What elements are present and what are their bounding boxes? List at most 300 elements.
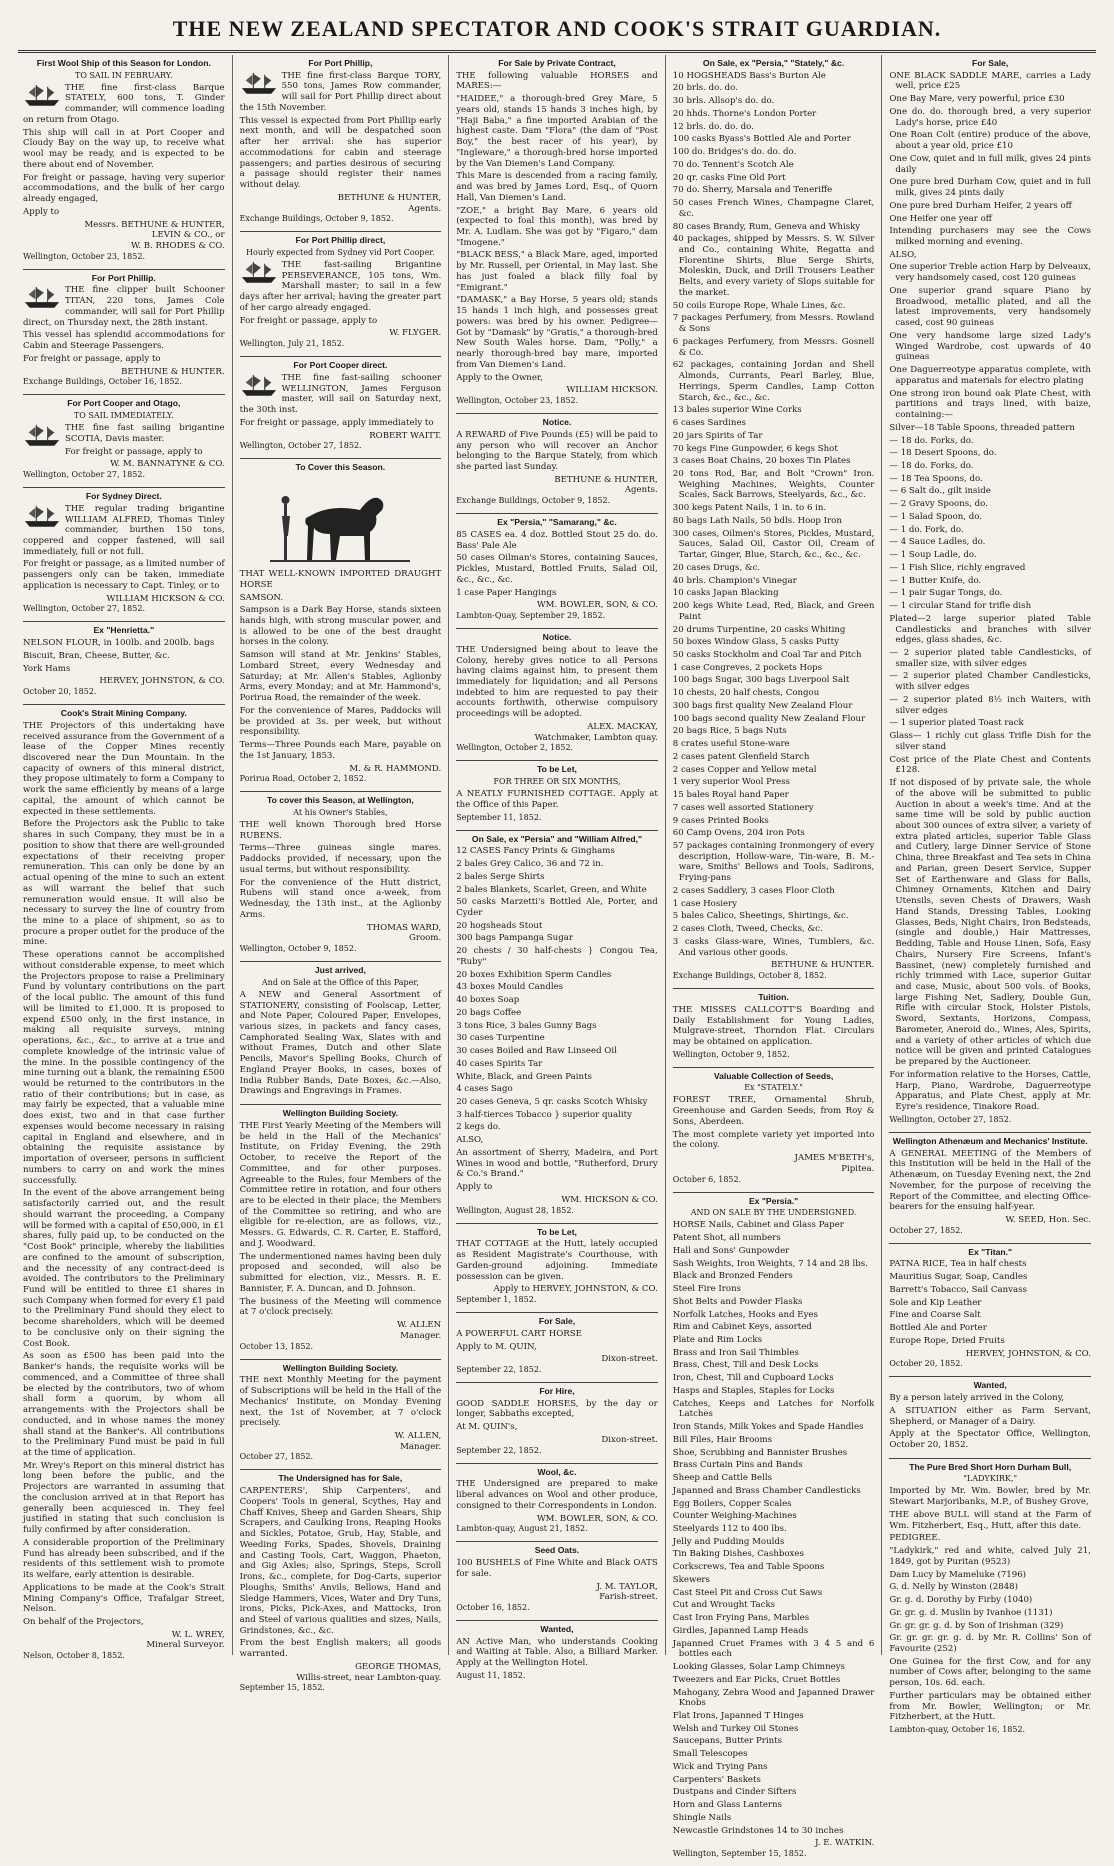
ad-signature: W. ALLEN: [396, 1320, 442, 1331]
ad-signature: Manager.: [400, 1330, 442, 1341]
advertisement: [456, 1224, 658, 1313]
ad-paragraph: THE fine clipper built Schooner TITAN, 220 tons, James Cole commander, will sail for Port Phillip direct, on Thursday next, the 28th instant.: [23, 285, 225, 328]
ad-heading: To be Let,: [537, 1226, 577, 1237]
ad-paragraph: 2 bales Serge Shirts: [456, 871, 545, 882]
ad-list-item: Corkscrews, Tea and Table Spoons: [672, 1562, 825, 1573]
ad-heading: Ex "Persia," "Samarang," &c.: [497, 517, 617, 528]
ad-list-item: Wick and Trying Pans: [672, 1761, 768, 1772]
ad-list-item: — 2 superior plated table Candlesticks, of smaller size, with silver edges: [889, 647, 1091, 669]
ad-paragraph: Imported by Mr. Wm. Bowler, bred by Mr. Stewart Marjoribanks, M.P., of Bushey Grove,: [889, 1486, 1091, 1508]
ad-list-item: Black and Bronzed Fenders: [672, 1271, 793, 1282]
ad-signature: W. M. BANNATYNE & CO.: [110, 459, 225, 470]
advertisement: [456, 414, 658, 514]
ad-body: [889, 1149, 1091, 1236]
ad-list-item: Plated—2 large superior plated Table Candlesticks and branches with silver edges, glass shades, &c.: [889, 613, 1091, 646]
ad-body: [240, 1486, 442, 1693]
ad-list-item: One do. do. thorough bred, a very superior Lady's horse, price £40: [889, 106, 1091, 128]
ad-signature: W. B. RHODES & CO.: [130, 241, 225, 252]
advertisement: [456, 1464, 658, 1543]
ad-paragraph: 4 cases Sago: [456, 1084, 513, 1095]
ad-paragraph: GOOD SADDLE HORSES, by the day or longer, Sabbaths excepted,: [456, 1398, 658, 1420]
ad-list-item: 10 chests, 20 half chests, Congou: [672, 688, 820, 699]
ad-paragraph: Gr. gr. gr. gr. g. d. by Mr. R. Collins' Son of Favourite (252): [889, 1633, 1091, 1654]
ad-list-item: 300 cases, Oilmen's Stores, Pickles, Mustard, Sauces, Salad Oil, Castor Oil, Cream of Tartar, Ginger, Blue, Starch, &c., &c., &c.: [672, 528, 875, 561]
ad-dateline: Lambton-quay, October 16, 1852.: [889, 1725, 1026, 1735]
ad-list-item: 200 kegs White Lead, Red, Black, and Green Paint: [672, 601, 875, 622]
ad-heading: For Sale,: [972, 58, 1009, 68]
ad-signature: Watchmaker, Lambton quay.: [534, 732, 658, 743]
ad-body: [23, 504, 225, 615]
ad-signature: Dixon-street.: [601, 1434, 658, 1445]
ad-body: [456, 645, 658, 754]
ad-body: [456, 530, 658, 621]
advertisement: [889, 1133, 1091, 1244]
advertisement: [456, 1383, 658, 1464]
ad-paragraph: For freight or passage, apply to: [65, 446, 203, 457]
ad-subheading: TO SAIL IMMEDIATELY.: [73, 411, 174, 421]
ad-body: [673, 1095, 875, 1184]
ad-body: [23, 721, 225, 1661]
advertisement: [456, 1621, 658, 1688]
ad-body: [456, 1399, 658, 1456]
ad-dateline: Exchange Buildings, October 9, 1852.: [456, 496, 611, 506]
column-2: [233, 55, 450, 1693]
ad-list-item: 6 cases Sardines: [672, 418, 746, 429]
ad-list-item: 2 cases patent Glenfield Starch: [672, 751, 810, 762]
advertisement: [889, 1377, 1091, 1458]
advertisement: [673, 55, 875, 989]
ad-list-item: — 18 do. Forks, do.: [889, 435, 974, 446]
ad-paragraph: Apply at the Spectator Office, Wellington, October 20, 1852.: [889, 1429, 1091, 1450]
ad-list-item: 70 do. Tennent's Scotch Ale: [672, 159, 794, 170]
ad-paragraph: "HAIDEE," a thorough-bred Grey Mare, 5 years old, stands 15 hands 3 inches high, by "Haji Baba," a fine imported Arabian of the highest caste. Dam "Flora" (the dam of "Post Boy," the best racer of his year), by "Ingleware," a thorough-bred horse imported by the Van Diemen's Land Company.: [456, 94, 658, 169]
ad-list-item: 70 do. Sherry, Marsala and Teneriffe: [672, 185, 833, 196]
ad-list-item: — 6 Salt do., gilt inside: [889, 486, 991, 497]
ad-heading: To cover this Season, at Wellington,: [267, 795, 414, 806]
ad-list-item: 80 cases Brandy, Rum, Geneva and Whisky: [672, 221, 861, 232]
ad-dateline: Porirua Road, October 2, 1852.: [239, 774, 367, 784]
ad-signature: LEVIN & CO., or: [151, 230, 225, 241]
ad-list-item: Bottled Ale and Porter: [889, 1323, 987, 1334]
ad-signature: Willis-street, near Lambton-quay.: [296, 1672, 442, 1683]
ad-body: [23, 83, 225, 262]
ad-paragraph: 3 tons Rice, 3 bales Gunny Bags: [456, 1020, 597, 1031]
ad-list-item: One superior grand square Piano by Broadwood, metallic plated, and all the latest improvements, very handsomely cased, cost 90 guineas: [889, 285, 1091, 329]
ad-paragraph: CARPENTERS', Ship Carpenters', and Coopers' Tools in general, Scythes, Hay and Chaff Knives, Sheep and Garden Shears, Ship Scrapers, and Caulking Irons, Reaping Hooks and Sickles, Potatoe, Grub, Hay, Stable, and Weeding Forks, Spades, Shovels, Draining and Casting Tools, Cart, Waggon, Phaeton, and Gig Axles; also, Springs, Steps, Scroll Irons, &c., complete, for Dog-Carts, superior Ploughs, Smiths' Anvils, Bellows, Hand and Sledge Hammers, Vices, Water and Dry Tuns, irons, Picks, Pick-Axes, and Mattocks, Iron and Steel of various qualities and sizes, Nails, Grindstones, &c., &c.: [239, 1486, 442, 1636]
ad-list-item: 5 bales Calico, Sheetings, Shirtings, &c.: [672, 911, 849, 922]
ad-list-item: Looking Glasses, Solar Lamp Chimneys: [672, 1662, 845, 1673]
advertisement: [673, 1068, 875, 1193]
ad-heading: On Sale, ex "Persia" and "William Alfred,": [471, 833, 643, 844]
ad-list-item: 300 bags first quality New Zealand Flour: [672, 700, 853, 711]
ad-paragraph: THAT WELL-KNOWN IMPORTED DRAUGHT HORSE: [239, 569, 442, 590]
ad-paragraph: "ZOE," a bright Bay Mare, 6 years old (expected to foal this month), was bred by Mr. A. Ludlam. She was got by "Figaro," dam "Imogene.": [456, 205, 658, 248]
ad-paragraph: 2 kegs do.: [456, 1122, 501, 1133]
ad-list-item: 20 qr. casks Fine Old Port: [672, 172, 786, 183]
ad-paragraph: Gr. gr. g. d. Muslin by Ivanhoe (1131): [889, 1607, 1053, 1618]
ad-list-item: One superior Treble action Harp by Delveaux, very handsomely cased, cost 120 guineas: [889, 262, 1091, 284]
ad-paragraph: A NEW and General Assortment of STATIONERY, consisting of Foolscap, Letter, and Note Paper, Coloured Paper, Envelopes, various sizes, in packets and fancy cases, Camphorated Sealing Wax, Slates with and without Frames, Dutch and other Slate Pencils, Mavor's Spelling Books, Church of England Prayer Books, in cases, boxes of India Rubber Bands, Date Boxes, &c.—Also, Drawings and Engravings in Frames.: [239, 989, 442, 1097]
ad-heading: To be Let,: [537, 764, 577, 775]
ad-heading: Valuable Collection of Seeds,: [713, 1070, 834, 1081]
ad-signature: ALEX. MACKAY,: [587, 721, 658, 732]
ad-dateline: September 11, 1852.: [456, 812, 542, 822]
ad-list-item: — 1 Fish Slice, richly engraved: [889, 562, 1026, 573]
ad-signature: BETHUNE & HUNTER,: [554, 474, 658, 485]
ad-dateline: October 13, 1852.: [239, 1341, 314, 1351]
ad-signature: GEORGE THOMAS,: [355, 1661, 442, 1672]
ad-paragraph: THE well known Thorough bred Horse RUBENS.: [239, 819, 442, 841]
ad-list-item: Small Telescopes: [672, 1749, 748, 1760]
ad-list-item: 20 jars Spirits of Tar: [672, 430, 763, 441]
ad-paragraph: Gr. gr. gr. g. d. by Son of Irishman (329): [889, 1620, 1064, 1631]
ship-icon: [23, 423, 61, 449]
ad-body: [456, 789, 658, 822]
ad-list-item: One Cow, quiet and in full milk, gives 24 pints daily: [889, 153, 1091, 175]
ad-paragraph: For freight or passage, apply to: [23, 353, 161, 364]
ad-dateline: September 15, 1852.: [239, 1683, 325, 1693]
ad-heading: Seed Oats.: [534, 1545, 580, 1556]
ad-list-item: Flat Irons, Japanned T Hinges: [672, 1711, 804, 1721]
ad-list-item: One very handsome large sized Lady's Winged Wardrobe, cost upwards of 40 guineas: [889, 330, 1091, 363]
ad-signature: Mineral Surveyor.: [146, 1640, 225, 1651]
ad-list-item: — 18 Desert Spoons, do.: [889, 448, 997, 459]
ad-list-item: 20 cases Drugs, &c.: [672, 562, 761, 573]
ad-list-item: 20 brls. do. do.: [672, 83, 738, 94]
ad-signature: BETHUNE & HUNTER,: [337, 192, 442, 203]
ad-paragraph: THE fine first-class Barque TORY, 550 tons, James Row commander, will sail for Port Phillip direct about the 15th November.: [239, 70, 442, 113]
ad-list-item: Cast Iron Frying Pans, Marbles: [672, 1613, 810, 1624]
ad-list-item: 1 very superior Wool Press: [672, 777, 790, 788]
ship-icon: [240, 373, 278, 399]
ad-paragraph: THE following valuable HORSES and MARES:—: [456, 70, 658, 92]
ad-list-item: 20 bags Rice, 5 bags Nuts: [672, 726, 787, 737]
ship-icon: [23, 504, 61, 530]
ad-dateline: Exchange Buildings, October 8, 1852.: [672, 971, 827, 981]
ad-paragraph: THE above BULL will stand at the Farm of Wm. Fitzherbert, Esq., Hutt, after this date.: [889, 1509, 1091, 1531]
ad-signature: Manager.: [400, 1441, 442, 1452]
ad-paragraph: PEDIGREE.: [889, 1533, 941, 1544]
ad-subheading: AND ON SALE BY THE UNDERSIGNED.: [690, 1208, 857, 1218]
ad-body: [456, 71, 658, 406]
ad-list-item: Steel Fire Irons: [672, 1284, 742, 1295]
ad-body: [889, 1393, 1091, 1451]
ad-paragraph: Apply to M. QUIN,: [456, 1341, 537, 1352]
ad-list-item: 6 packages Perfumery, from Messrs. Gosnell & Co.: [672, 336, 875, 358]
ad-list-item: 1 case Congreves, 2 pockets Hops: [672, 662, 823, 673]
ad-list-item: Jelly and Pudding Moulds: [672, 1536, 785, 1547]
ad-heading: Ex "Persia.": [748, 1195, 799, 1206]
ad-paragraph: 30 cases Boiled and Raw Linseed Oil: [456, 1046, 617, 1057]
ad-list-item: 2 cases Cloth, Tweed, Checks, &c.: [672, 924, 823, 935]
ad-signature: JAMES M'BETH's,: [794, 1153, 875, 1164]
ad-heading: On Sale, ex "Persia," "Stately," &c.: [702, 58, 845, 68]
ad-heading: The Pure Bred Short Horn Durham Bull,: [909, 1461, 1072, 1472]
ad-subheading: And on Sale at the Office of this Paper,: [261, 977, 419, 987]
ad-list-item: Shot Belts and Powder Flasks: [672, 1296, 803, 1307]
ad-list-item: 100 casks Byass's Bottled Ale and Porter: [672, 134, 851, 145]
ad-paragraph: 20 bags Coffee: [456, 1007, 522, 1018]
ad-subheading: At his Owner's Stables,: [293, 807, 388, 817]
ad-list-item: One Roan Colt (entire) produce of the above, about a year old, price £10: [889, 130, 1091, 152]
ad-body: [240, 990, 442, 1097]
advertisement: [23, 55, 225, 270]
ad-list-item: 2 cases Saddlery, 3 cases Floor Cloth: [672, 885, 835, 896]
ad-body: [889, 71, 1091, 1125]
ad-heading: To Cover this Season.: [295, 462, 386, 473]
ad-list-item: Plate and Rim Locks: [672, 1334, 763, 1345]
ad-signature: WM. HICKSON & CO.: [561, 1194, 658, 1205]
ad-dateline: Exchange Buildings, October 16, 1852.: [23, 377, 183, 387]
ad-list-item: — 1 superior plated Toast rack: [889, 718, 1024, 729]
ship-icon: [23, 285, 61, 311]
ad-paragraph: THE fine fast sailing brigantine SCOTIA, Davis master.: [65, 423, 225, 444]
advertisement: [673, 989, 875, 1068]
ad-paragraph: For freight or passage, apply to: [239, 315, 378, 326]
ad-list-item: 40 brls. Champion's Vinegar: [672, 575, 797, 586]
ad-paragraph: 20 boxes Exhibition Sperm Candles: [456, 969, 612, 980]
ad-paragraph: A considerable proportion of the Preliminary Fund has already been subscribed, and if the residents of this settlement wish to promote its welfare, early attention is desirable.: [23, 1537, 225, 1581]
ad-paragraph: An assortment of Sherry, Madeira, and Port Wines in wood and bottle, "Rutherford, Drury & Co.'s Brand.": [456, 1147, 658, 1180]
ad-paragraph: 40 boxes Soap: [456, 995, 520, 1006]
ad-paragraph: THE fast-sailing Brigantine PERSEVERANCE, 105 tons, Wm. Marshall master; to sail in a few days after her arrival; having the greater part of her cargo already engaged.: [239, 260, 442, 313]
ad-list-item: One pure bred Durham Cow, quiet and in full milk, gives 24 pints daily: [889, 177, 1091, 199]
advertisement: [240, 792, 442, 962]
ad-signature: Farish-street.: [599, 1592, 658, 1603]
ad-list-item: Shingle Nails: [672, 1812, 732, 1823]
ad-list-item: 10 casks Japan Blacking: [672, 588, 779, 599]
ad-list-item: 12 brls. do. do. do.: [672, 121, 754, 132]
ad-paragraph: Apply to: [456, 1182, 493, 1193]
ad-paragraph: "BLACK BESS," a Black Mare, aged, imported by Mr. Russell, per Oriental, in May last. She has just foaled a black filly foal by "Emigrant.": [456, 250, 658, 293]
ad-list-item: 15 bales Royal hand Paper: [672, 790, 789, 801]
ad-paragraph: 85 CASES ea. 4 doz. Bottled Stout 25 do. do. Bass' Pale Ale: [456, 529, 658, 551]
ad-list-item: Tin Baking Dishes, Cashboxes: [672, 1549, 804, 1560]
ad-dateline: Lambton-Quay, September 29, 1852.: [456, 611, 606, 621]
ad-paragraph: Terms—Three Pounds each Mare, payable on the 1st January, 1853.: [239, 740, 442, 761]
ad-paragraph: 2 bales Blankets, Scarlet, Green, and White: [456, 884, 647, 895]
advertisement: [240, 55, 442, 232]
ad-list-item: 10 HOGSHEADS Bass's Burton Ale: [672, 70, 826, 81]
ad-list-item: Japanned Cruet Frames with 3 4 5 and 6 bottles each: [672, 1638, 875, 1660]
ad-dateline: October 27, 1852.: [889, 1225, 963, 1235]
ad-list-item: — 1 do. Fork, do.: [889, 524, 964, 535]
ad-list-item: Cost price of the Plate Chest and Contents £128.: [889, 754, 1091, 776]
ad-dateline: October 27, 1852.: [239, 1452, 314, 1462]
ad-dateline: October 20, 1852.: [23, 687, 97, 697]
ad-paragraph: THE fine fast-sailing schooner WELLINGTON, James Ferguson master, will sail on Saturday next, the 30th inst.: [239, 372, 442, 416]
ad-list-item: 80 bags Lath Nails, 50 bdls. Hoop Iron: [672, 515, 842, 526]
ad-paragraph: These operations cannot be accomplished without considerable expense, to meet which the Projectors propose to raise a Preliminary Fund by voluntary contributions on the part of the local public. The amount of this fund will be limited to £1,000. It is proposed to expend £500 only, in the first instance, in making all requisite surveys, mining operations, &c., &c., to arrive at a true and complete knowledge of the intrinsic value of the mine. In the possible contingency of the mine turning out a blank, the remaining £500 would be returned to the contributors in the ratio of their contributions; but in case, as may fairly be expected, that a valuable mine does exist, two and in that case further expenses would become necessary in raising capital in England and elsewhere, and in obtaining the requisite assistance by importation of overseer, persons in sufficient numbers to carry on and work the mines successfully.: [23, 950, 225, 1186]
ad-heading: Wanted,: [540, 1623, 574, 1634]
ad-dateline: October 16, 1852.: [456, 1602, 530, 1612]
ad-paragraph: 2 bales Grey Calico, 36 and 72 in.: [456, 859, 604, 870]
ad-paragraph: The most complete variety yet imported into the colony.: [672, 1129, 875, 1151]
ad-body: [456, 1558, 658, 1613]
ad-paragraph: NELSON FLOUR, in 100lb. and 200lb. bags: [23, 638, 215, 649]
ad-heading: Wellington Building Society.: [282, 1108, 398, 1119]
ad-signature: Messrs. BETHUNE & HUNTER,: [84, 219, 225, 230]
ad-paragraph: For freight or passage, apply immediately to: [239, 417, 434, 428]
ad-list-item: 57 packages containing Ironmongery of every description, Hollow-ware, Tin-ware, B. M.-ware, Smiths' Bellows and Tools, Sadirons, Frying-pans: [672, 841, 875, 884]
ad-paragraph: For the convenience of Mares, Paddocks will be provided at 3s. per week, but without responsibility.: [239, 705, 442, 738]
ad-paragraph: A REWARD of Five Pounds (£5) will be paid to any person who will recover an Anchor belonging to the Barque Stately, from which she parted last Sunday.: [456, 429, 658, 472]
ad-heading: Wool, &c.: [537, 1466, 577, 1477]
ad-body: [456, 430, 658, 506]
ad-list-item: Dustpans and Cinder Sifters: [672, 1787, 797, 1798]
ad-body: [240, 820, 442, 954]
ad-list-item: 7 cases well assorted Stationery: [672, 802, 814, 813]
advertisement: [456, 1542, 658, 1621]
ad-list-item: — 1 Salad Spoon, do.: [889, 511, 983, 522]
ad-paragraph: THE Projectors of this undertaking have received assurance from the Government of a lease of the Copper Mines recently discovered near the Dun Mountain. In the capacity of owners of this mineral district, they propose ultimately to form a Company to work the same efficiently by means of a large capital, the amount of which cannot be expected in these settlements.: [23, 720, 225, 817]
ad-list-item: Egg Boilers, Copper Scales: [672, 1498, 792, 1509]
ad-dateline: Lambton-quay, August 21, 1852.: [456, 1524, 588, 1534]
advertisement: [240, 459, 442, 792]
ad-signature: W. L. WREY,: [171, 1629, 225, 1640]
ad-dateline: Wellington, October 9, 1852.: [672, 1049, 790, 1059]
ad-list-item: — 1 circular Stand for trifle dish: [889, 601, 1032, 612]
ad-heading: For Port Cooper and Otago,: [67, 398, 181, 409]
ad-paragraph: AN Active Man, who understands Cooking and Waiting at Table. Also, a Billiard Marker. Apply at the Wellington Hotel.: [456, 1636, 658, 1669]
ad-list-item: — 2 Gravy Spoons, do.: [889, 499, 988, 510]
ad-paragraph: THE Undersigned are prepared to make liberal advances on Wool and other produce, consigned to their Correspondents in London.: [456, 1479, 658, 1511]
advertisement: [240, 1470, 442, 1700]
ad-paragraph: Applications to be made at the Cook's Strait Mining Company's Office, Trafalgar Street, Nelson.: [23, 1582, 225, 1615]
ad-paragraph: Further particulars may be obtained either from Mr. Bowler, Wellington; or Mr. Fitzherbert, at the Hutt.: [889, 1690, 1091, 1723]
ad-list-item: Steelyards 112 to 400 lbs.: [672, 1523, 787, 1534]
advertisement: [456, 761, 658, 830]
ad-body: [23, 285, 225, 387]
ad-signature: ROBERT WAITT.: [369, 430, 442, 441]
ad-dateline: Wellington, October 9, 1852.: [239, 944, 357, 954]
advertisement: [240, 357, 442, 459]
ad-subheading: Hourly expected from Sydney vid Port Cooper.: [246, 248, 435, 258]
ad-list-item: Barrett's Tobacco, Sail Canvass: [889, 1284, 1027, 1295]
ad-subheading: TO SAIL IN FEBRUARY.: [75, 70, 173, 80]
advertisement: [889, 55, 1091, 1133]
ad-dateline: Wellington, October 27, 1852.: [23, 604, 145, 614]
ad-list-item: Cast Steel Pit and Cross Cut Saws: [672, 1587, 823, 1598]
ad-heading: Ex "Titan.": [968, 1246, 1013, 1257]
ad-paragraph: "Ladykirk," red and white, calved July 21, 1849, got by Puritan (9523): [889, 1546, 1091, 1567]
ad-signature: HERVEY, JOHNSTON, & CO.: [965, 1348, 1091, 1359]
ad-heading: Ex "Henrietta.": [93, 625, 155, 636]
ad-signature: Agents.: [624, 485, 658, 496]
ad-paragraph: For freight or passage, as a limited number of passengers only can be taken, immediate application is necessary to Capt. Tinley, or to: [23, 559, 225, 591]
ad-list-item: Sash Weights, Iron Weights, 7 14 and 28 lbs.: [672, 1258, 868, 1269]
masthead: THE NEW ZEALAND SPECTATOR AND COOK'S STRAIT GUARDIAN.: [172, 16, 942, 41]
ad-paragraph: A GENERAL MEETING of the Members of this Institution will be held in the Hall of the Athenæum, on Tuesday Evening next, the 2nd November, for the purpose of receiving the Report of the Committee, and electing Office-bearers for the ensuing half-year.: [889, 1148, 1091, 1213]
advertisement: [456, 55, 658, 414]
ad-list-item: One Daguerreotype apparatus complete, with apparatus and materials for electro plating: [889, 365, 1091, 386]
ad-subheading: FOR THREE OR SIX MONTHS,: [493, 777, 621, 787]
ad-paragraph: Before the Projectors ask the Public to take shares in such Company, they must be in a position to show that there are well-grounded expectations of their receiving proper remuneration. This can only be done by an actual opening of the mine to such an extent as will warrant the belief that such remuneration would ensue. It will also be necessary to survey the line of country from the mine to a place of shipment, so as to procure a proper outlet for the produce of the mine.: [23, 819, 225, 948]
ad-signature: BETHUNE & HUNTER.: [770, 960, 875, 971]
ad-heading: Just arrived,: [314, 965, 366, 976]
advertisement: [23, 395, 225, 488]
ad-signature: W. FLYGER.: [389, 328, 442, 339]
ad-list-item: 100 bags Sugar, 300 bags Liverpool Salt: [672, 675, 850, 686]
ad-signature: Groom.: [408, 933, 442, 944]
ad-list-item: Glass— 1 richly cut glass Trifle Dish for the silver stand: [889, 731, 1091, 752]
ad-paragraph: THE fine first-class Barque STATELY, 600 tons, T. Ginder commander, will commence loading on return from Otago.: [23, 82, 225, 125]
ad-dateline: September 22, 1852.: [456, 1364, 542, 1374]
ad-dateline: Nelson, October 8, 1852.: [23, 1651, 125, 1661]
ad-dateline: Wellington, July 21, 1852.: [239, 339, 345, 349]
ad-body: [240, 1121, 442, 1352]
ad-list-item: — 1 Soup Ladle, do.: [889, 550, 977, 561]
ad-paragraph: 20 hogsheads Stout: [456, 920, 543, 931]
ad-body: [889, 1259, 1091, 1369]
column-1: [16, 55, 233, 1661]
advertisement: [240, 962, 442, 1105]
ad-list-item: 60 Camp Ovens, 204 iron Pots: [672, 828, 805, 839]
ad-list-item: Sheep and Cattle Bells: [672, 1473, 772, 1484]
ad-list-item: Horn and Glass Lanterns: [672, 1800, 782, 1811]
ad-body: [673, 71, 875, 981]
ad-list-item: 3 cases Boat Chains, 20 boxes Tin Plates: [672, 456, 851, 467]
ad-body: [240, 1375, 442, 1462]
advertisement: [889, 1459, 1091, 1742]
ad-list-item: If not disposed of by private sale, the whole of the above will be submitted to public Auction in about a week's time. And at the same time will be sold by public auction about 300 ounces of extra silver, a variety of extra plated articles, superior Table Glass and Cutlery, large Dinner Service of Stone China, three Breakfast and Tea sets in China and Parian, green Desert Service, Supper Set of Earthenware and Glass for Balls, Chimney Ornaments, Kitchen and Dairy Utensils, seven Chests of Drawers, Wash Hand Stands, Dressing Tables, Looking Glasses, Beds, Night Chairs, Iron Bedsteads, (single and double,) Hair Mattresses, Bedding, Table and House Linen, Sofa, Easy Chairs, Nursery Fire Screens, Infant's Bassinet, (new) completely furnished and richly trimmed with Lace, superior Guitar and case, Music, about 500 vols. of Books, large Fishing Net, Sadlery, Double Gun, Rifle with circular Stock, Holster Pistols, Sword, Sextants, Horizons, Compass, Barometer, Aneroid do., Wines, Ales, Spirits, and a variety of other articles of which due notice will be given and printed Catalogues be prepared by the Auctioneer.: [889, 778, 1091, 1068]
ad-list-item: 20 hhds. Thorne's London Porter: [672, 108, 817, 119]
ad-list-item: 62 packages, containing Jordan and Shell Almonds, Currants, Pearl Barley, Blue, Herrings, Sperm Candles, Lamp Cotton Starch, &c., &c., &c.: [672, 360, 875, 403]
ad-paragraph: Gr. g. d. Dorothy by Firby (1040): [889, 1595, 1033, 1606]
ad-list-item: 50 cases French Wines, Champagne Claret, &c.: [672, 198, 875, 219]
ad-heading: The Undersigned has for Sale,: [278, 1473, 403, 1484]
ad-heading: For Port Cooper direct.: [293, 360, 388, 371]
ad-paragraph: 12 CASES Fancy Prints & Ginghams: [456, 846, 615, 857]
ad-list-item: — 1 Butter Knife, do.: [889, 575, 982, 586]
ad-list-item: Brass Curtain Pins and Bands: [672, 1460, 803, 1471]
ad-paragraph: Terms—Three guineas single mares. Paddocks provided, if necessary, upon the usual terms, but without responsibility.: [239, 843, 442, 875]
ad-paragraph: THE regular trading brigantine WILLIAM ALFRED, Thomas Tinley commander, burthen 150 tons, coppered and copper fastened, will sail immediately, full or not full.: [23, 503, 225, 557]
ad-body: [456, 1637, 658, 1681]
ad-signature: Pipitea.: [841, 1163, 875, 1174]
ad-list-item: Hasps and Staples, Staples for Locks: [672, 1385, 835, 1396]
ad-list-item: 50 casks Stockholm and Coal Tar and Pitch: [672, 649, 862, 660]
advertisement: [456, 1313, 658, 1383]
ad-body: [456, 846, 658, 1215]
ad-body: [456, 1239, 658, 1305]
ad-heading: Wanted,: [973, 1380, 1007, 1391]
ad-signature: J. E. WATKIN.: [815, 1838, 875, 1849]
ad-paragraph: From the best English makers; all goods warranted.: [239, 1638, 442, 1660]
ad-paragraph: A NEATLY FURNISHED COTTAGE. Apply at the Office of this Paper.: [456, 789, 658, 810]
ad-signature: BETHUNE & HUNTER.: [121, 366, 225, 377]
ad-list-item: — 2 superior plated Chamber Candlesticks, with silver edges: [889, 671, 1091, 693]
advertisement: [23, 705, 225, 1668]
ad-body: [240, 476, 442, 784]
ad-paragraph: THE next Monthly Meeting for the payment of Subscriptions will be held in the Hall of the Mechanics' Institute, on Monday Evening next, the 1st of November, at 7 o'clock precisely.: [239, 1375, 442, 1429]
ad-dateline: Wellington, September 15, 1852.: [672, 1849, 807, 1859]
ad-signature: WILLIAM HICKSON.: [566, 385, 658, 396]
ad-dateline: October 6, 1852.: [672, 1174, 742, 1184]
ad-list-item: Shoe, Scrubbing and Bannister Brushes: [672, 1447, 848, 1458]
ad-paragraph: Samson will stand at Mr. Jenkins' Stables, Lombard Street, every Wednesday and Saturday; at Mr. Allen's Stables, Aglionby Arms, every Monday; and at Mr. Hammond's, Porirua Road, the remainder of the week.: [239, 650, 442, 704]
ad-heading: For Hire,: [539, 1385, 575, 1396]
ad-list-item: HORSE Nails, Cabinet and Glass Paper: [672, 1220, 844, 1231]
ad-paragraph: 1 case Paper Hangings: [456, 587, 557, 598]
ad-paragraph: ALSO,: [456, 1135, 484, 1146]
ad-body: [240, 71, 442, 225]
ad-body: [889, 1486, 1091, 1735]
ad-paragraph: For the convenience of the Hutt district, Rubens will stand once a-week, from Wednesday, the 13th inst., at the Aglionby Arms.: [239, 877, 442, 920]
ad-list-item: Counter Weighing-Machines: [672, 1511, 797, 1522]
ad-list-item: Sole and Kip Leather: [889, 1297, 982, 1308]
ad-dateline: September 22, 1852.: [456, 1445, 542, 1455]
